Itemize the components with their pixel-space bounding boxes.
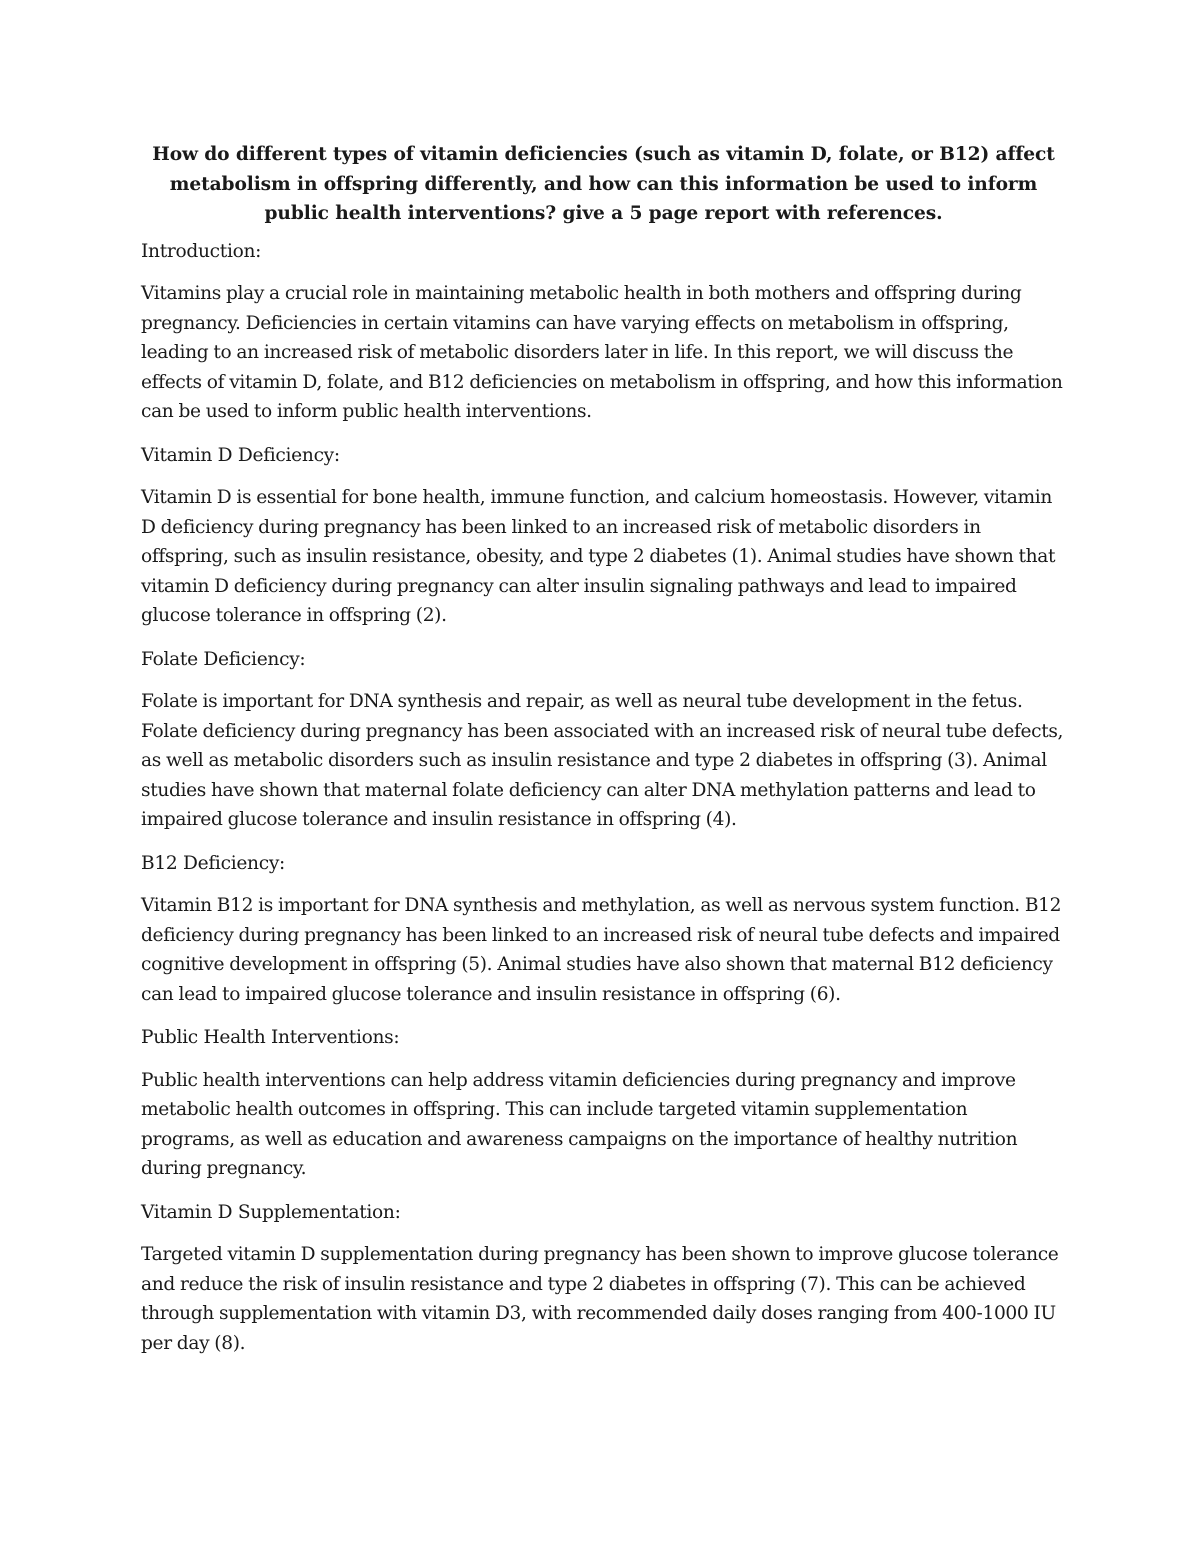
section-body-vitamin-d-deficiency: Vitamin D is essential for bone health, immune function, and calcium homeostasis. However, vitamin D deficiency during pregnancy has been linked to an increased risk of metabolic disorders in offspring, such as insulin resistance, obesity, and type 2 diabetes (1). Animal studies have shown that vitamin D deficiency during pregnancy can alter insulin signaling pathways and lead to impaired glucose tolerance in offspring (2).	[141, 487, 1056, 626]
document-page	[141, 140, 1066, 1372]
section-body-folate-deficiency: Folate is important for DNA synthesis and repair, as well as neural tube development in the fetus. Folate deficiency during pregnancy has been associated with an increased risk of neural tube defects, as well as metabolic disorders such as insulin resistance and type 2 diabetes in offspring (3). Animal studies have shown that maternal folate deficiency can alter DNA methylation patterns and lead to impaired glucose tolerance and insulin resistance in offspring (4).	[141, 691, 1064, 830]
document-title: How do different types of vitamin deficiencies (such as vitamin D, folate, or B12) affect metabolism in offspring differently, and how can this information be used to inform public health interventions? give a 5 page report with references.	[152, 144, 1055, 224]
section-heading-public-health-interventions: Public Health Interventions:	[141, 1027, 400, 1048]
section-body-introduction: Vitamins play a crucial role in maintaining metabolic health in both mothers and offspring during pregnancy. Deficiencies in certain vitamins can have varying effects on metabolism in offspring, leading to an increased risk of metabolic disorders later in life. In this report, we will discuss the effects of vitamin D, folate, and B12 deficiencies on metabolism in offspring, and how this information can be used to inform public health interventions.	[141, 283, 1063, 422]
section-heading-vitamin-d-deficiency: Vitamin D Deficiency:	[141, 444, 340, 466]
section-body-b12-deficiency: Vitamin B12 is important for DNA synthesis and methylation, as well as nervous system function. B12 deficiency during pregnancy has been linked to an increased risk of neural tube defects and impaired cognitive development in offspring (5). Animal studies have also shown that maternal B12 deficiency can lead to impaired glucose tolerance and insulin resistance in offspring (6).	[141, 895, 1062, 1005]
section-heading-folate-deficiency: Folate Deficiency:	[141, 648, 306, 670]
section-body-vitamin-d-supplementation: Targeted vitamin D supplementation during pregnancy has been shown to improve glucose tolerance and reduce the risk of insulin resistance and type 2 diabetes in offspring (7). This can be achieved through supplementation with vitamin D3, with recommended daily doses ranging from 400-1000 IU per day (8).	[141, 1244, 1059, 1354]
section-heading-b12-deficiency: B12 Deficiency:	[141, 852, 285, 874]
section-body-public-health-interventions: Public health interventions can help address vitamin deficiencies during pregnancy and improve metabolic health outcomes in offspring. This can include targeted vitamin supplementation programs, as well as education and awareness campaigns on the importance of healthy nutrition during pregnancy.	[141, 1069, 1018, 1179]
section-heading-introduction: Introduction:	[141, 240, 262, 262]
section-heading-vitamin-d-supplementation: Vitamin D Supplementation:	[141, 1201, 401, 1223]
